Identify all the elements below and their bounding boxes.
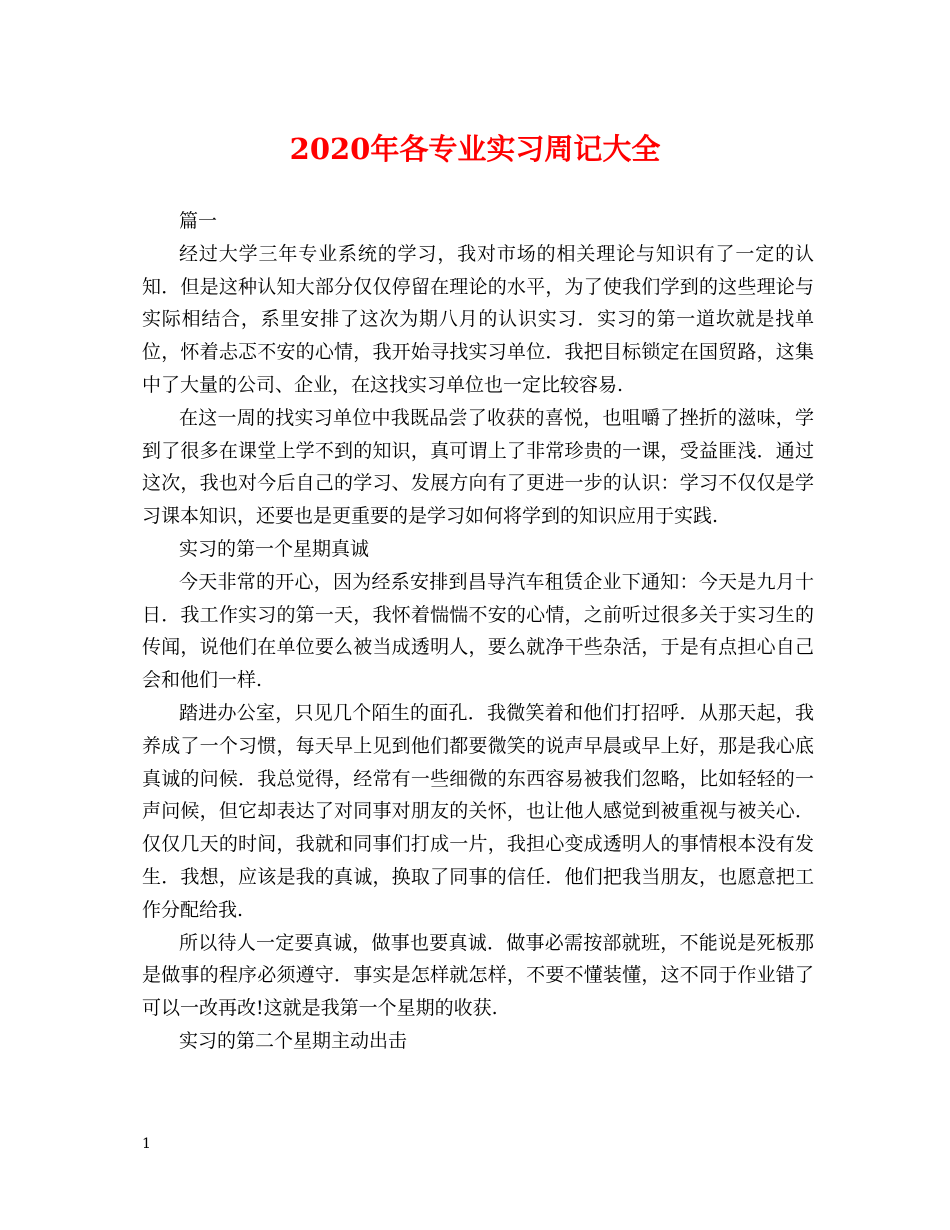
document-body [142, 205, 814, 1058]
paragraph-subheading: 实习的第二个星期主动出击 [179, 1029, 408, 1052]
paragraph: 所以待人一定要真诚，做事也要真诚．做事必需按部就班，不能说是死板那是做事的程序必须遵守．事实是怎样就怎样，不要不懂装懂，这不同于作业错了可以一改再改!这就是我第一个星期的收获. [142, 931, 814, 1020]
paragraph: 经过大学三年专业系统的学习，我对市场的相关理论与知识有了一定的认知．但是这种认知大部分仅仅停留在理论的水平，为了使我们学到的这些理论与实际相结合，系里安排了这次为期八月的认识实习．实习的第一道坎就是找单位，怀着忐忑不安的心情，我开始寻找实习单位．我把目标锁定在国贸路，这集中了大量的公司、企业，在这找实习单位也一定比较容易. [142, 242, 814, 396]
paragraph: 踏进办公室，只见几个陌生的面孔．我微笑着和他们打招呼．从那天起，我养成了一个习惯，每天早上见到他们都要微笑的说声早晨或早上好，那是我心底真诚的问候．我总觉得，经常有一些细微的东西容易被我们忽略，比如轻轻的一声问候，但它却表达了对同事对朋友的关怀，也让他人感觉到被重视与被关心．仅仅几天的时间，我就和同事们打成一片，我担心变成透明人的事情根本没有发生．我想，应该是我的真诚，换取了同事的信任．他们把我当朋友，也愿意把工作分配给我. [142, 701, 814, 921]
paragraph: 在这一周的找实习单位中我既品尝了收获的喜悦，也咀嚼了挫折的滋味，学到了很多在课堂上学不到的知识，真可谓上了非常珍贵的一课，受益匪浅．通过这次，我也对今后自己的学习、发展方向有了更进一步的认识：学习不仅仅是学习课本知识，还要也是更重要的是学习如何将学到的知识应用于实践. [142, 406, 814, 528]
paragraph: 今天非常的开心，因为经系安排到昌导汽车租赁企业下通知：今天是九月十日．我工作实习的第一天，我怀着惴惴不安的心情，之前听过很多关于实习生的传闻，说他们在单位要么被当成透明人，要么就净干些杂活，于是有点担心自己会和他们一样. [142, 570, 814, 692]
page-number: 1 [142, 1136, 151, 1152]
paragraph-subheading: 实习的第一个星期真诚 [179, 537, 370, 560]
document-title: 2020年各专业实习周记大全 [289, 132, 661, 166]
paragraph-section-heading: 篇一 [179, 210, 218, 232]
